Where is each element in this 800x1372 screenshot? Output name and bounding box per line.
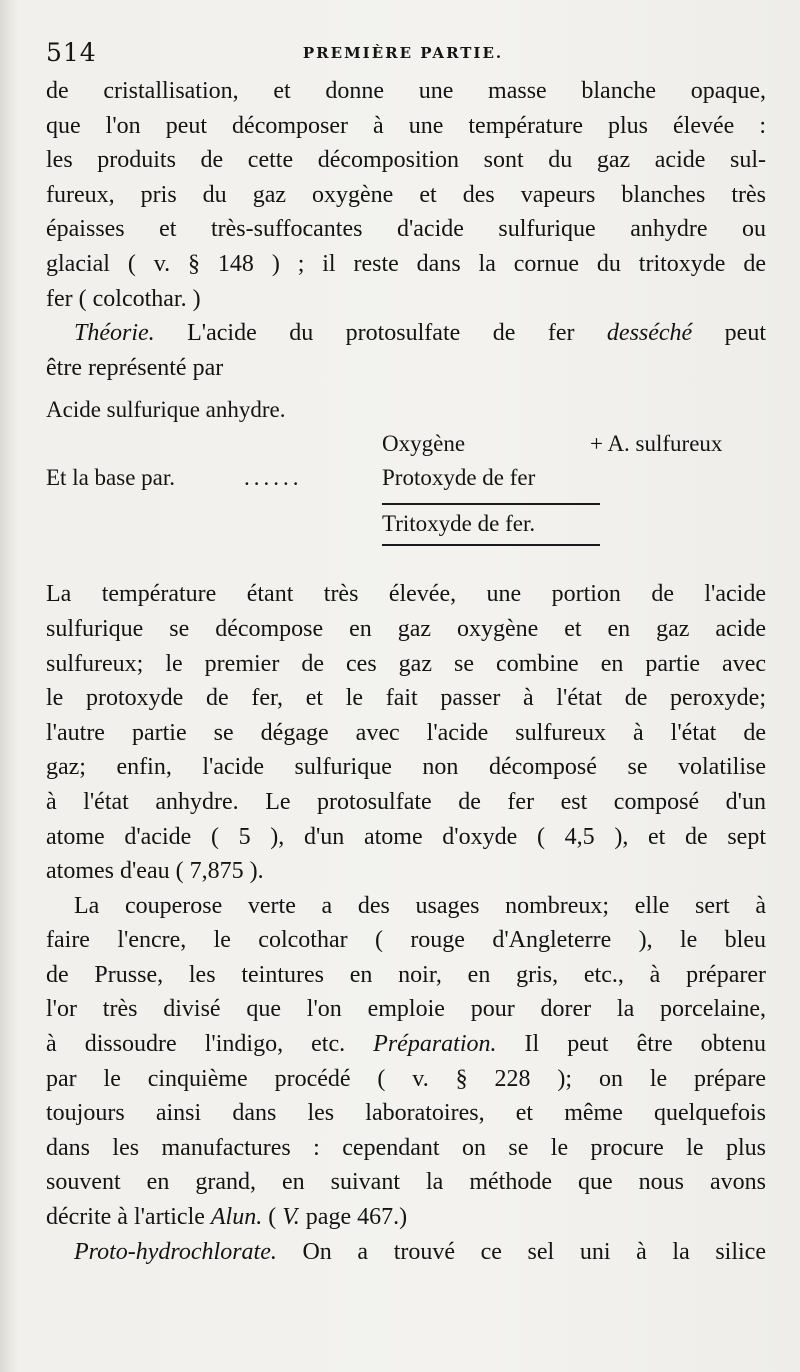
text-fragment: Il peut être obtenu [496,1031,766,1058]
voir-abbrev: V. [282,1204,300,1231]
formula-rule [382,503,600,505]
text-line: glacial ( v. § 148 ) ; il reste dans la cornue du tritoxyde de [46,250,766,277]
text-line: toujours ainsi dans les laboratoires, et même quelquefois [46,1100,766,1127]
paragraph-temperature [46,577,766,888]
formula-tritoxyde: Tritoxyde de fer. [382,511,536,537]
theorie-label: Théorie. [74,320,155,347]
page-number: 514 [46,38,97,67]
formula-rule [382,544,600,546]
text-line: épaisses et très-suffocantes d'acide sulfurique anhydre ou [46,216,766,243]
text-fragment: L'acide du protosulfate de fer [154,320,607,347]
text-line: souvent en grand, en suivant la méthode que nous avons [46,1169,766,1196]
text-line: par le cinquième procédé ( v. § 228 ); on le prépare [46,1065,766,1092]
formula-plus-sulfureux: + A. sulfureux [590,431,723,457]
text-line [46,1200,766,1235]
text-fragment: On a trouvé ce sel uni à la silice [276,1238,766,1265]
text-fragment: décrite à l'article [46,1204,211,1231]
formula-protoxyde: Protoxyde de fer [382,465,536,491]
paragraph-theorie [46,316,766,385]
text-line: atomes d'eau ( 7,875 ). [46,858,264,885]
page-header [46,38,760,72]
text-line: les produits de cette décomposition sont du gaz acide sul- [46,147,766,174]
formula-oxygen: Oxygène [382,431,466,457]
dessiche-term: desséché [606,320,693,347]
text-line: l'autre partie se dégage avec l'acide sulfureux à l'état de [46,719,766,746]
text-line [46,1235,766,1270]
text-fragment: page 467.) [299,1204,408,1231]
formula-acid: Acide sulfurique anhydre. [46,397,286,423]
text-line [46,1027,766,1062]
running-head: PREMIÈRE PARTIE. [302,44,504,62]
page-body [46,74,766,1269]
chemical-formula [46,393,766,571]
text-line: fureux, pris du gaz oxygène et des vapeurs blanches très [46,181,766,208]
text-line: à l'état anhydre. Le protosulfate de fer est composé d'un [46,788,766,815]
text-line: être représenté par [46,354,224,381]
proto-hydrochlorate-label: Proto-hydrochlorate. [74,1238,277,1265]
text-line: La température étant très élevée, une portion de l'acide [46,581,766,608]
text-line: de Prusse, les teintures en noir, en gris, etc., à préparer [46,961,766,988]
alun-reference: Alun. [210,1204,263,1231]
text-line [46,316,766,351]
text-line: gaz; enfin, l'acide sulfurique non décomposé se volatilise [46,754,766,781]
text-line: sulfureux; le premier de ces gaz se combine en partie avec [46,650,766,677]
text-line: faire l'encre, le colcothar ( rouge d'Angleterre ), le bleu [46,927,766,954]
text-fragment: à dissoudre l'indigo, etc. [46,1031,374,1058]
text-line: atome d'acide ( 5 ), d'un atome d'oxyde ( 4,5 ), et de sept [46,823,766,850]
formula-base: Et la base par. [46,465,176,491]
text-line: La couperose verte a des usages nombreux; elle sert à [74,892,766,919]
text-line: l'or très divisé que l'on emploie pour dorer la porcelaine, [46,996,766,1023]
text-fragment: ( [262,1204,283,1231]
text-fragment: peut [692,320,766,347]
paragraph-couperose [46,889,766,1235]
text-line: fer ( colcothar. ) [46,285,201,312]
text-line: de cristallisation, et donne une masse blanche opaque, [46,78,766,104]
text-line: le protoxyde de fer, et le fait passer à l'état de peroxyde; [46,685,766,712]
preparation-label: Préparation. [373,1031,497,1058]
paragraph-cristallisation [46,74,766,316]
text-line: que l'on peut décomposer à une température plus élevée : [46,112,766,139]
paragraph-proto-hydrochlorate [46,1235,766,1270]
formula-leader-dots: ...... [244,465,303,491]
text-line: sulfurique se décompose en gaz oxygène et en gaz acide [46,615,766,642]
text-line: dans les manufactures : cependant on se le procure le plus [46,1134,766,1161]
